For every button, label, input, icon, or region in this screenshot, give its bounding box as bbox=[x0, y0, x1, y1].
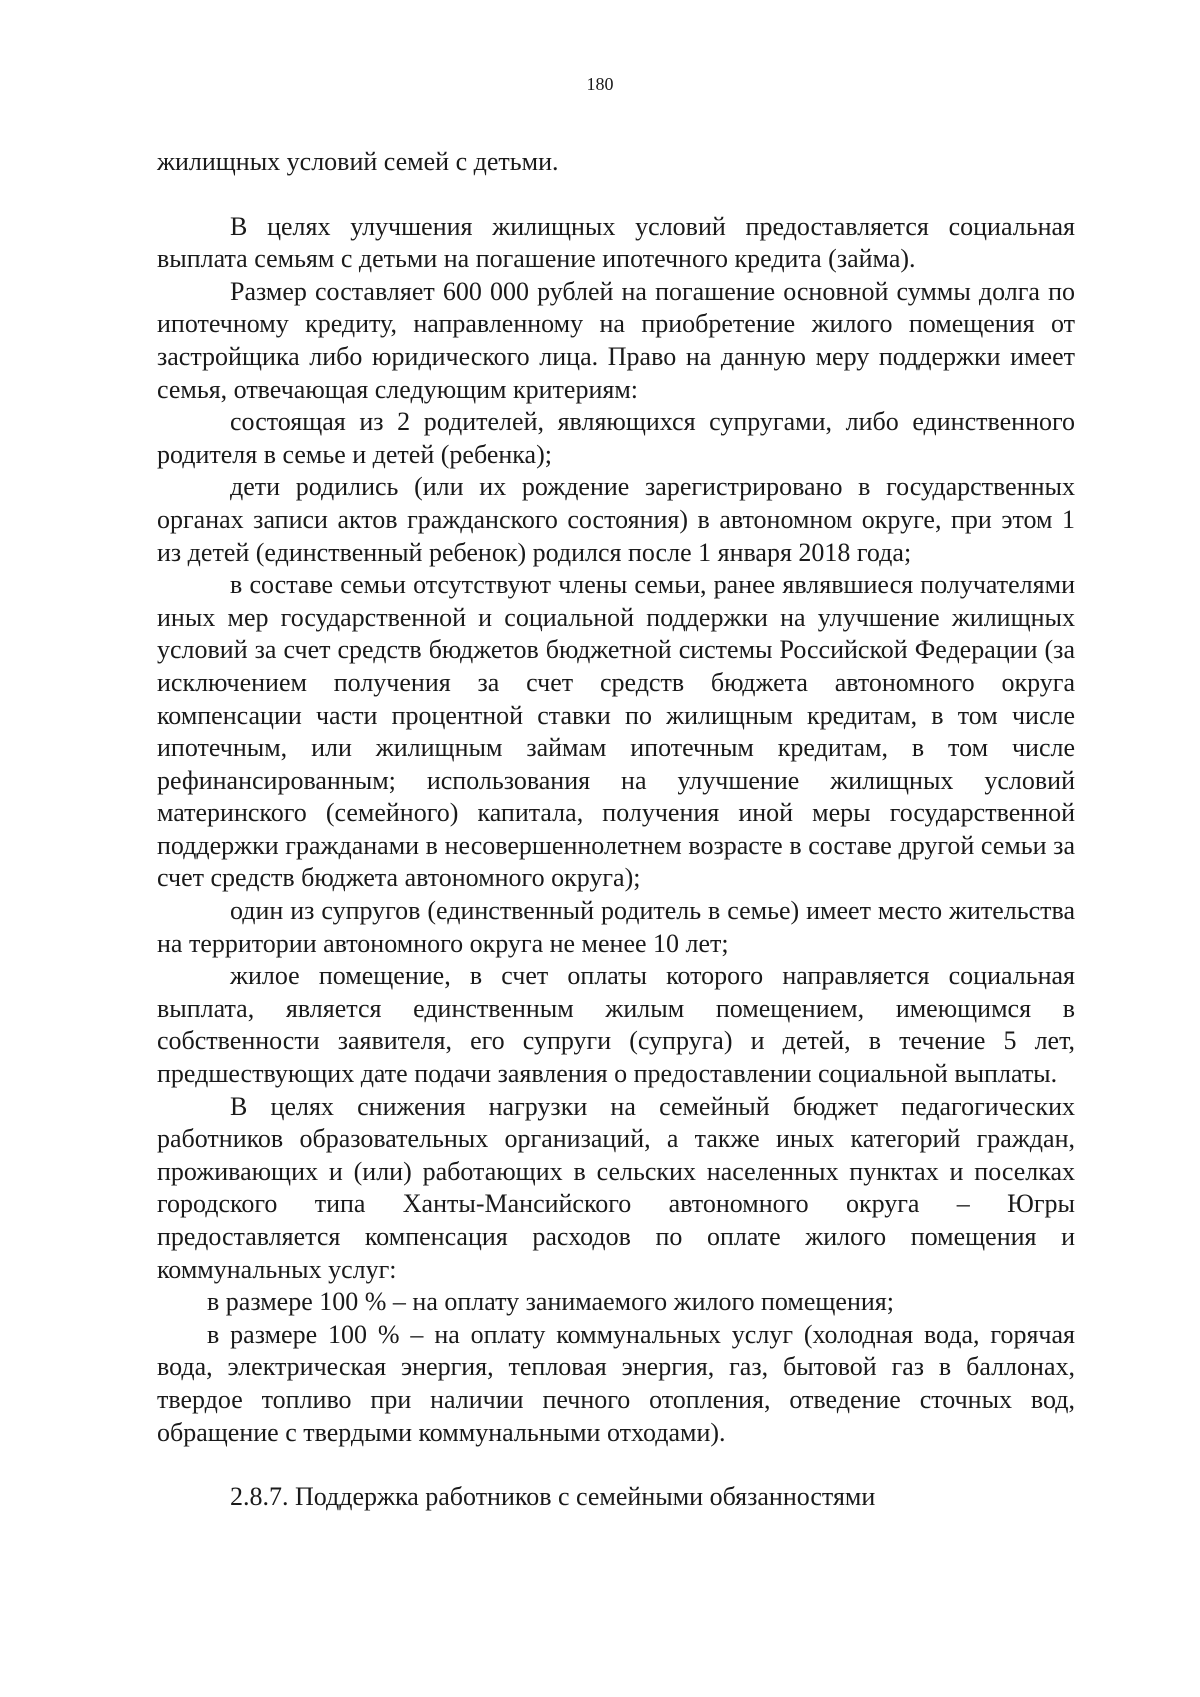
criterion-residence: один из супругов (единственный родитель в семье) имеет место жительства на территории автономного округа не менее 10 лет; bbox=[157, 896, 1075, 958]
paragraph-continuation: жилищных условий семей с детьми. bbox=[157, 147, 559, 176]
criterion-family-composition: состоящая из 2 родителей, являющихся супругами, либо единственного родителя в семье и детей (ребенка); bbox=[157, 407, 1075, 469]
document-body bbox=[157, 146, 1075, 1514]
criterion-children-birth: дети родились (или их рождение зарегистрировано в государственных органах записи актов гражданского состояния) в автономном округе, при этом 1 из детей (единственный ребенок) родился после 1 января 2018 года; bbox=[157, 472, 1075, 567]
paragraph-mortgage-intro: В целях улучшения жилищных условий предоставляется социальная выплата семьям с детьми на погашение ипотечного кредита (займа). bbox=[157, 211, 1075, 274]
compensation-housing: в размере 100 % – на оплату занимаемого жилого помещения; bbox=[207, 1287, 894, 1317]
paragraph-mortgage-amount: Размер составляет 600 000 рублей на погашение основной суммы долга по ипотечному кредиту, направленному на приобретение жилого помещения от застройщика либо юридического лица. Право на данную меру поддержки имеет семья, отвечающая следующим критериям: bbox=[157, 276, 1075, 404]
compensation-utilities: в размере 100 % – на оплату коммунальных услуг (холодная вода, горячая вода, электрическая энергия, тепловая энергия, газ, бытовой газ в баллонах, твердое топливо при наличии печного отопления, отведение сточных вод, обращение с твердыми коммунальными отходами). bbox=[157, 1319, 1075, 1447]
section-heading: 2.8.7. Поддержка работников с семейными обязанностями bbox=[230, 1482, 876, 1512]
criterion-no-prior-support: в составе семьи отсутствуют члены семьи, ранее являвшиеся получателями иных мер государственной и социальной поддержки на улучшение жилищных условий за счет средств бюджетов бюджетной системы Российской Федерации (за исключением получения за счет средств бюджета автономного округа компенсации части процентной ставки по жилищным кредитам, в том числе ипотечным, или жилищным займам ипотечным кредитам, в том числе рефинансированным; использования на улучшение жилищных условий материнского (семейного) капитала, получения иной меры государственной поддержки гражданами в несовершеннолетнем возрасте в составе другой семьи за счет средств бюджета автономного округа); bbox=[157, 570, 1075, 893]
page-number: 180 bbox=[586, 74, 614, 94]
paragraph-compensation-intro: В целях снижения нагрузки на семейный бюджет педагогических работников образовательных организаций, а также иных категорий граждан, проживающих и (или) работающих в сельских населенных пунктах и поселках городского типа Ханты-Мансийского автономного округа – Югры предоставляется компенсация расходов по оплате жилого помещения и коммунальных услуг: bbox=[157, 1091, 1075, 1284]
criterion-single-dwelling: жилое помещение, в счет оплаты которого направляется социальная выплата, является единственным жилым помещением, имеющимся в собственности заявителя, его супруги (супруга) и детей, в течение 5 лет, предшествующих дате подачи заявления о предоставлении социальной выплаты. bbox=[157, 961, 1075, 1089]
